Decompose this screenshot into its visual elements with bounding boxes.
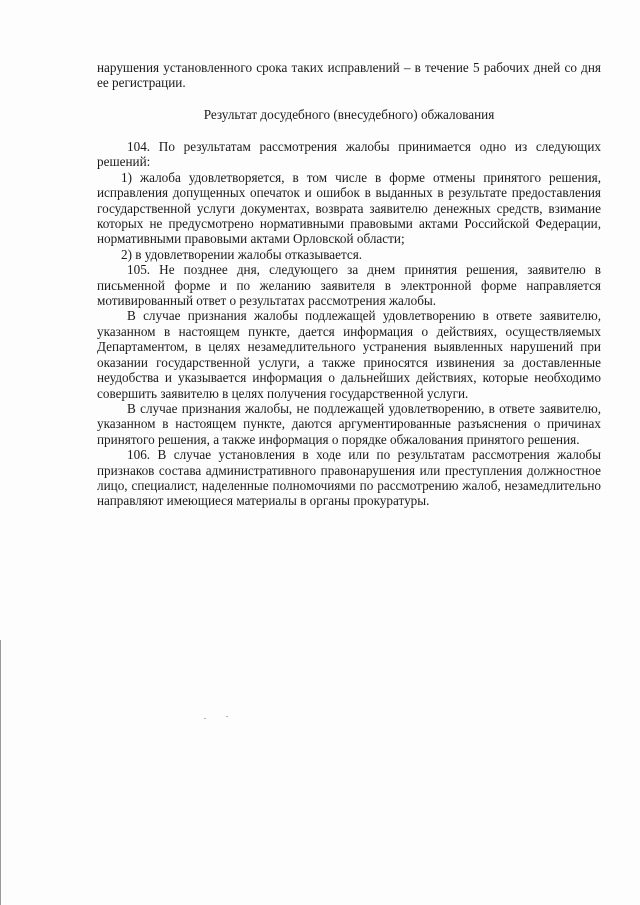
paragraph-106: 106. В случае установления в ходе или по результатам рассмотрения жалобы признаков состава административного правонарушения или преступления должностное лицо, специалист, наделенные полномочиями по рассмотрению жалоб, незамедлительно направляют имеющиеся материалы в органы прокуратуры.	[97, 447, 601, 509]
document-body	[97, 139, 601, 509]
paragraph-104: 104. По результатам рассмотрения жалобы принимается одно из следующих решений:	[97, 139, 601, 170]
continuation-paragraph: нарушения установленного срока таких исправлений – в течение 5 рабочих дней со дня ее регистрации.	[97, 60, 601, 91]
paragraph-105-satisfied: В случае признания жалобы подлежащей удовлетворению в ответе заявителю, указанном в настоящем пункте, дается информация о действиях, осуществляемых Департаментом, в целях незамедлительного устранения выявленных нарушений при оказании государственной услуги, а также приносятся извинения за доставленные неудобства и указывается информация о дальнейших действиях, которые необходимо совершить заявителю в целях получения государственной услуги.	[97, 308, 601, 401]
scan-edge-line	[0, 640, 1, 905]
scan-speck	[226, 716, 228, 717]
section-heading: Результат досудебного (внесудебного) обжалования	[203, 107, 495, 122]
paragraph-105: 105. Не позднее дня, следующего за днем принятия решения, заявителю в письменной форме и по желанию заявителя в электронной форме направляется мотивированный ответ о результатах рассмотрения жалобы.	[97, 262, 601, 309]
list-item-1: 1) жалоба удовлетворяется, в том числе в форме отмены принятого решения, исправления допущенных опечаток и ошибок в выданных в результате предоставления государственной услуги документах, возврата заявителю денежных средств, взимание которых не предусмотрено нормативными правовыми актами Российской Федерации, нормативными правовыми актами Орловской области;	[97, 169, 601, 247]
scan-speck	[204, 718, 206, 719]
paragraph-105-rejected: В случае признания жалобы, не подлежащей удовлетворению, в ответе заявителю, указанном в настоящем пункте, даются аргументированные разъяснения о причинах принятого решения, а также информация о порядке обжалования принятого решения.	[97, 400, 601, 447]
list-item-2: 2) в удовлетворении жалобы отказывается.	[121, 246, 363, 262]
